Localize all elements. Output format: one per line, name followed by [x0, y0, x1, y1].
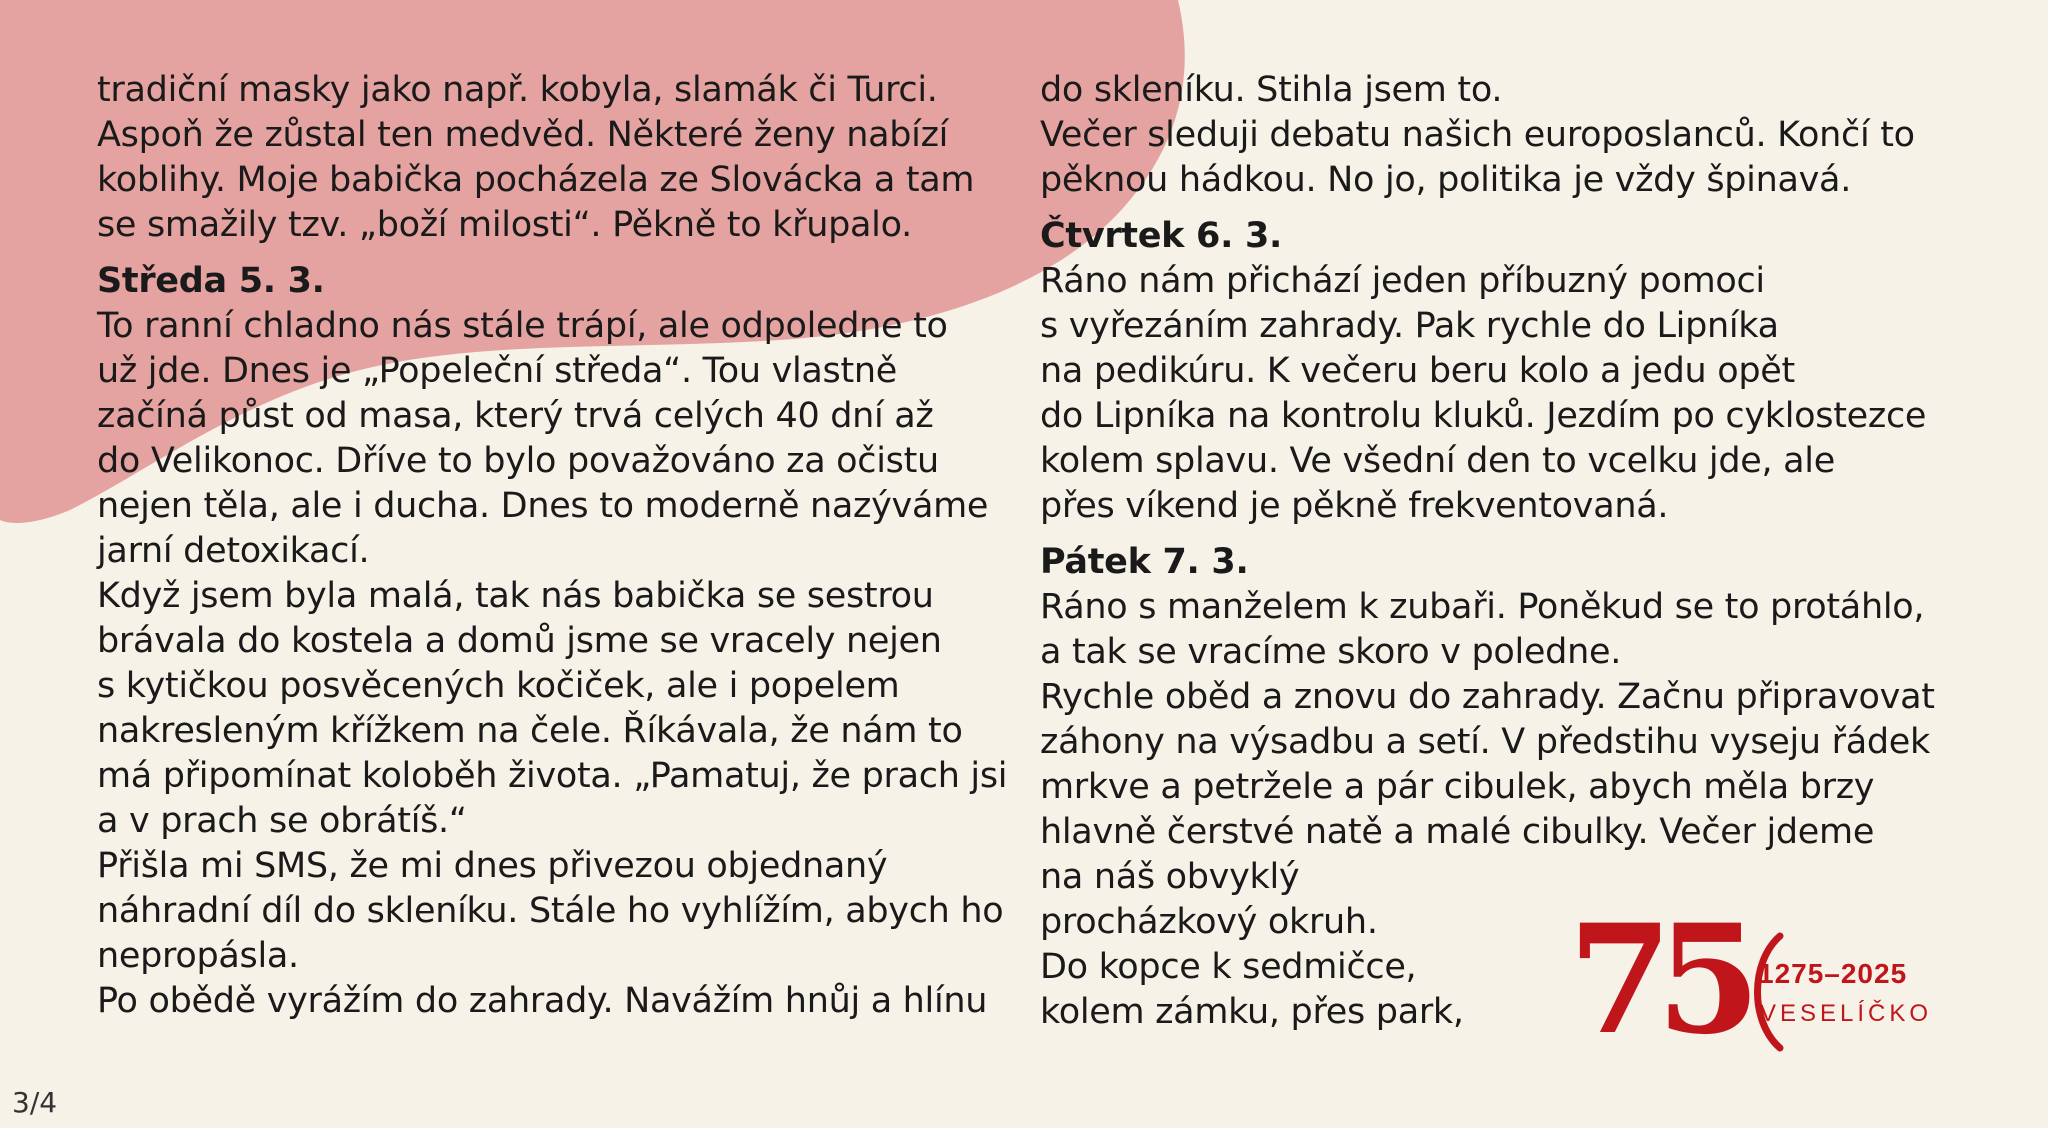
text-line: do Lipníka na kontrolu kluků. Jezdím po cyklostezce — [1040, 396, 1927, 436]
text-line: procházkový okruh. — [1040, 902, 1378, 942]
text-line: Aspoň že zůstal ten medvěd. Některé ženy nabízí — [97, 115, 949, 155]
text-line: už jde. Dnes je „Popeleční středa“. Tou vlastně — [97, 351, 898, 391]
text-line: náhradní díl do skleníku. Stále ho vyhlížím, abych ho — [97, 891, 1004, 931]
logo-years: 1275–2025 — [1758, 958, 1908, 989]
text-line: Když jsem byla malá, tak nás babička se sestrou — [97, 576, 934, 616]
text-line: a tak se vracíme skoro v poledne. — [1040, 632, 1622, 672]
text-line: Do kopce k sedmičce, — [1040, 947, 1417, 987]
text-line: a v prach se obrátíš.“ — [97, 801, 467, 841]
day-heading: Středa 5. 3. — [97, 261, 325, 301]
text-line: do Velikonoc. Dříve to bylo považováno za očistu — [97, 441, 939, 481]
text-line: do skleníku. Stihla jsem to. — [1040, 70, 1503, 110]
text-line: Po obědě vyrážím do zahrady. Navážím hnůj a hlínu — [97, 981, 988, 1021]
bracket-icon — [1740, 932, 1800, 1052]
left-column — [97, 68, 1017, 1024]
text-line: Ráno nám přichází jeden příbuzný pomoci — [1040, 261, 1765, 301]
text-line: nakresleným křížkem na čele. Říkávala, že nám to — [97, 711, 963, 751]
text-line: s vyřezáním zahrady. Pak rychle do Lipníka — [1040, 306, 1779, 346]
text-line: pěknou hádkou. No jo, politika je vždy špinavá. — [1040, 160, 1852, 200]
text-line: má připomínat koloběh života. „Pamatuj, že prach jsi — [97, 756, 1008, 796]
text-line: kolem splavu. Ve všední den to vcelku jde, ale — [1040, 441, 1835, 481]
text-line: koblihy. Moje babička pocházela ze Slovácka a tam — [97, 160, 975, 200]
text-line: s kytičkou posvěcených kočiček, ale i popelem — [97, 666, 900, 706]
text-line: Rychle oběd a znovu do zahrady. Začnu připravovat — [1040, 677, 1935, 717]
text-line: nepropásla. — [97, 936, 299, 976]
text-line: hlavně čerstvé natě a malé cibulky. Večer jdeme — [1040, 812, 1875, 852]
text-line: začíná půst od masa, který trvá celých 40 dní až — [97, 396, 934, 436]
text-line: na pedikúru. K večeru beru kolo a jedu opět — [1040, 351, 1795, 391]
text-line: tradiční masky jako např. kobyla, slamák či Turci. — [97, 70, 938, 110]
text-line: nejen těla, ale i ducha. Dnes to moderně nazýváme — [97, 486, 989, 526]
text-line: kolem zámku, přes park, — [1040, 992, 1464, 1032]
text-line: To ranní chladno nás stále trápí, ale odpoledne to — [97, 306, 948, 346]
text-line: se smažily tzv. „boží milosti“. Pěkně to křupalo. — [97, 205, 912, 245]
anniversary-logo — [1568, 892, 1948, 1068]
text-line: Přišla mi SMS, že mi dnes přivezou objednaný — [97, 846, 888, 886]
text-line: Ráno s manželem k zubaři. Poněkud se to protáhlo, — [1040, 587, 1925, 627]
text-line: brávala do kostela a domů jsme se vracely nejen — [97, 621, 942, 661]
day-heading: Pátek 7. 3. — [1040, 542, 1249, 582]
logo-number: 75 — [1568, 892, 1745, 1068]
logo-village-name: VESELÍČKO — [1760, 1000, 1933, 1027]
text-line: Večer sleduji debatu našich europoslanců. Končí to — [1040, 115, 1915, 155]
text-line: mrkve a petržele a pár cibulek, abych měla brzy — [1040, 767, 1875, 807]
text-line: přes víkend je pěkně frekventovaná. — [1040, 486, 1669, 526]
right-column — [1040, 68, 2020, 1035]
text-line: jarní detoxikací. — [97, 531, 370, 571]
page-number: 3/4 — [12, 1086, 58, 1119]
day-heading: Čtvrtek 6. 3. — [1040, 216, 1283, 256]
text-line: na náš obvyklý — [1040, 857, 1300, 897]
text-line: záhony na výsadbu a setí. V předstihu vyseju řádek — [1040, 722, 1930, 762]
